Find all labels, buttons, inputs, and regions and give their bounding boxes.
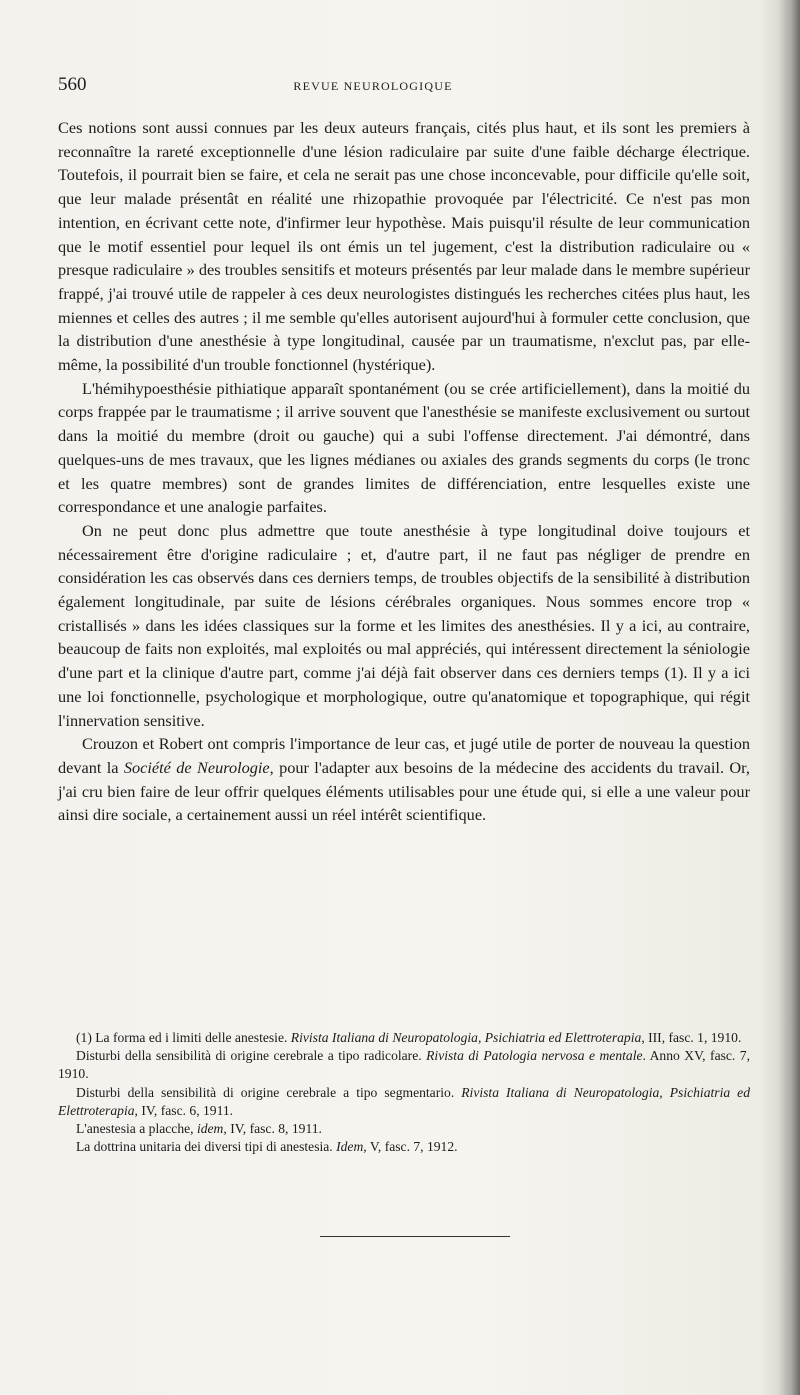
footnote-3-ref: , IV, fasc. 6, 1911.	[134, 1102, 234, 1118]
footnote-4	[58, 1120, 750, 1138]
footnote-5-ref: , V, fasc. 7, 1912.	[363, 1139, 458, 1155]
paragraph-4-text-b: , pour l'adapter aux besoins de la médecine des accidents du travail. Or, j'ai cru bien faire de leur offrir quelques éléments utilisables pour une étude qui, si elle a une valeur pour ainsi dire sociale, a certainement aussi un réel intérêt scientifique.	[58, 757, 750, 825]
footnote-5-text: La dottrina unitaria dei diversi tipi di anestesia.	[76, 1139, 337, 1155]
footnote-2-journal: Rivista di Patologia nervosa e mentale	[426, 1048, 643, 1064]
paragraph-1: Ces notions sont aussi connues par les deux auteurs français, cités plus haut, et ils sont les premiers à reconnaître la rareté exceptionnelle d'une lésion radiculaire par suite d'une faible décharge électrique. Toutefois, il pourrait bien se faire, et cela ne serait pas une chose inconcevable, pour difficile qu'elle soit, que leur malade présentât en réalité une rhizopathie provoquée par l'électricité. Ce n'est pas mon intention, en écrivant cette note, d'infirmer leur hypothèse. Mais puisqu'il résulte de leur communication que le motif essentiel pour lequel ils ont émis un tel jugement, c'est la distribution radiculaire ou « presque radiculaire » des troubles sensitifs et moteurs présentés par leur malade dans le membre supérieur frappé, j'ai trouvé utile de rappeler à ces deux neurologistes distingués les recherches citées plus haut, les miennes et celles des autres ; il me semble qu'elles autorisent aujourd'hui à formuler cette conclusion, que la distribution d'une anesthésie à type longitudinal, causée par un traumatisme, n'exclut pas, par elle-même, la possibilité d'un trouble fonctionnel (hystérique).	[58, 118, 750, 375]
footnote-2	[58, 1047, 750, 1083]
footnote-2-text: Disturbi della sensibilità di origine cerebrale a tipo radicolare.	[76, 1048, 427, 1064]
footnote-3-text: Disturbi della sensibilità di origine cerebrale a tipo segmentario.	[76, 1084, 462, 1100]
footnote-2-ref: . Anno XV, fasc. 7, 1910.	[58, 1048, 750, 1082]
main-text	[58, 116, 750, 827]
footnote-3-journal: Rivista Italiana di Neuropatologia, Psichiatria ed Elettroterapia	[58, 1084, 750, 1118]
footnote-5	[58, 1138, 750, 1156]
paragraph-3: On ne peut donc plus admettre que toute anesthésie à type longitudinal doive toujours et nécessairement être d'origine radiculaire ; et, d'autre part, il ne faut pas négliger de prendre en considération les cas observés dans ces derniers temps, de troubles objectifs de la sensibilité à distribution également longitudinale, par suite de lésions cérébrales organiques. Nous sommes encore trop « cristallisés » dans les idées classiques sur la forme et les limites des anesthésies. Il y a ici, au contraire, beaucoup de faits non exploités, mal exploités ou mal appréciés, qui intéressent directement la séniologie d'une part et la clinique d'autre part, comme j'ai déjà fait observer dans ces derniers temps (1). Il y a ici une loi fonctionnelle, psychologique et morphologique, outre qu'anatomique et topographique, qui régit l'innervation sensitive.	[58, 520, 750, 730]
footnote-4-ref: , IV, fasc. 8, 1911.	[223, 1121, 322, 1137]
footnote-1-ref: , III, fasc. 1, 1910.	[641, 1030, 742, 1045]
page-edge-shadow	[778, 0, 800, 1395]
footnote-3	[58, 1084, 750, 1120]
paragraph-2: L'hémihypoesthésie pithiatique apparaît spontanément (ou se crée artificiellement), dans la moitié du corps frappée par le traumatisme ; il arrive souvent que l'anesthésie se manifeste exclusivement ou surtout dans la moitié du membre (droit ou gauche) qui a subi l'offense directement. J'ai démontré, dans quelques-uns de mes travaux, que les lignes médianes ou axiales des grands segments du corps (le tronc et les quatre membres) sont de grandes limites de différenciation, entre lesquelles existe une correspondance et une analogie parfaites.	[58, 378, 750, 517]
page-number: 560	[58, 74, 87, 95]
footnote-1	[58, 1029, 750, 1047]
page-header	[58, 74, 758, 96]
running-title: REVUE NEUROLOGIQUE	[293, 79, 453, 93]
footnote-5-journal: Idem	[336, 1139, 364, 1155]
footnote-4-journal: idem	[196, 1121, 224, 1137]
footnote-1-text: (1) La forma ed i limiti delle anestesie.	[76, 1030, 291, 1045]
paragraph-4	[58, 732, 750, 827]
paragraph-4-text-a: Crouzon et Robert ont compris l'importance de leur cas, et jugé utile de porter de nouveau la question devant la	[58, 734, 750, 777]
end-rule	[320, 1236, 510, 1237]
footnotes	[58, 1029, 750, 1156]
footnote-4-text: L'anestesia a placche,	[76, 1121, 197, 1137]
footnote-1-journal: Rivista Italiana di Neuropatologia, Psichiatria ed Elettroterapia	[290, 1030, 642, 1045]
paragraph-4-italic: Société de Neurologie	[123, 757, 270, 777]
